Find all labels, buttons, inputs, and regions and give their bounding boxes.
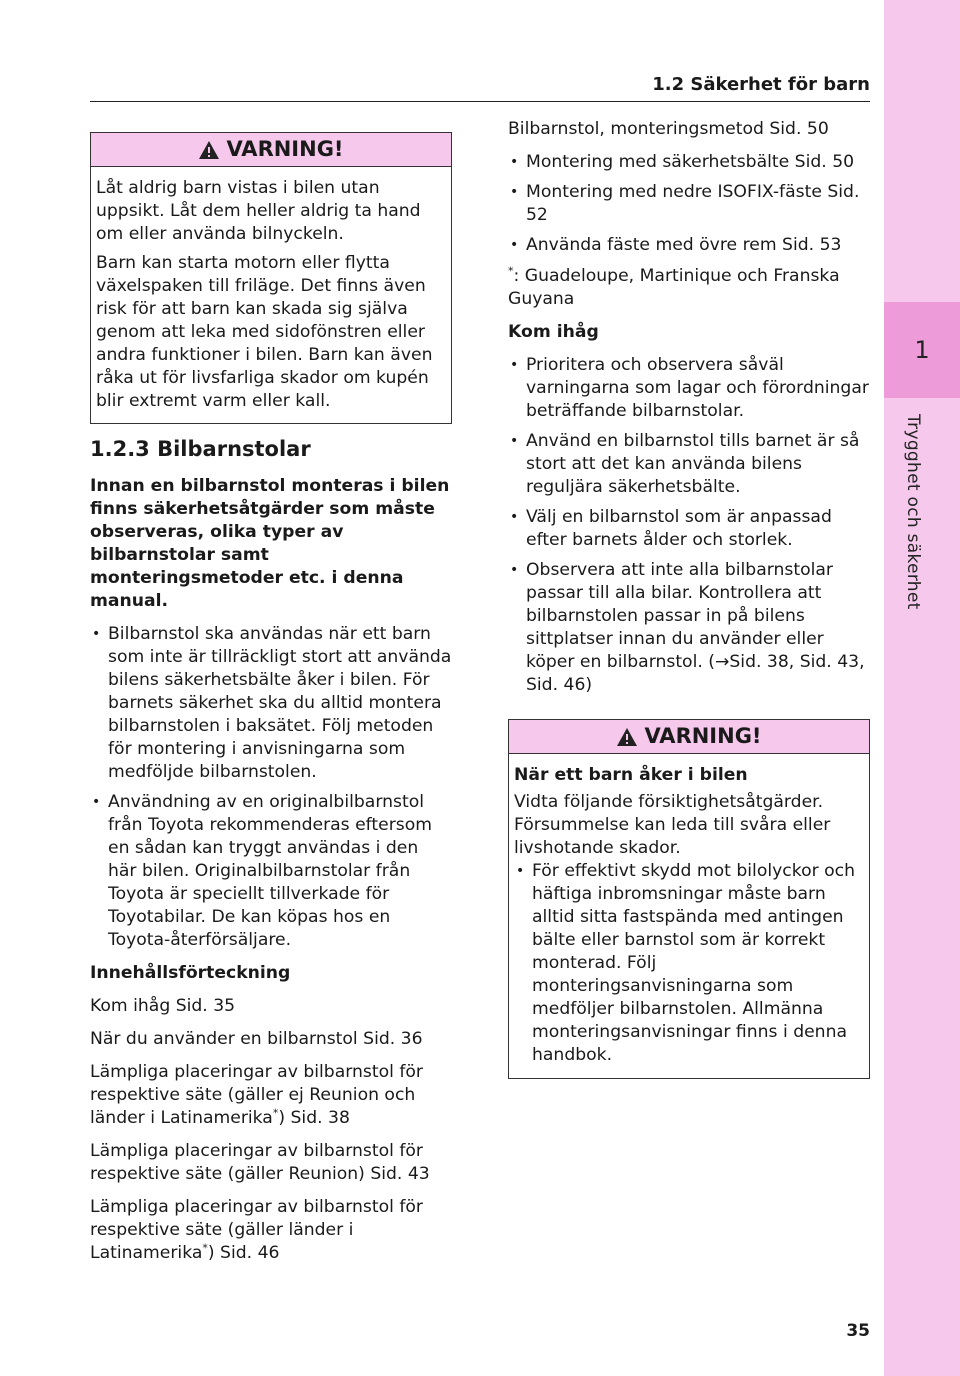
bullet-list (90, 623, 452, 952)
toc-item[interactable]: Kom ihåg Sid. 35 (90, 996, 236, 1016)
list-item: • Använd en bilbarnstol tills barnet är så stort att det kan använda bilens reguljära säkerhetsbälte. (508, 430, 870, 499)
warning-header (91, 133, 451, 167)
toc-subitem[interactable]: • Montering med säkerhetsbälte Sid. 50 (508, 151, 870, 174)
toc-subitem[interactable]: • Montering med nedre ISOFIX-fäste Sid. 52 (508, 181, 870, 227)
remember-list (508, 354, 870, 697)
toc-sublist (508, 151, 870, 257)
toc-subitem[interactable]: • Använda fäste med övre rem Sid. 53 (508, 234, 870, 257)
toc-text: Lämpliga placeringar av bilbarnstol för respektive säte (gäller länder i Latinamerika (90, 1197, 423, 1263)
page-number: 35 (846, 1321, 870, 1341)
chapter-label: Trygghet och säkerhet (903, 414, 923, 610)
warning-paragraph: Barn kan starta motorn eller flytta växelspaken till friläge. Det finns även risk för att barn kan skada sig själva genom att leka med sidofönstren eller andra funktioner i bilen. Barn kan även råka ut för livsfarliga skador om kupén blir extremt varm eller kall. (96, 253, 433, 411)
section-heading: 1.2.3 Bilbarnstolar (90, 437, 311, 461)
side-tab (884, 0, 960, 1376)
footnote-text: : Guadeloupe, Martinique och Franska Guyana (508, 266, 840, 309)
toc-text: ) Sid. 38 (278, 1108, 350, 1128)
warning-body (91, 167, 451, 423)
warning-header (509, 720, 869, 754)
toc-item[interactable]: Bilbarnstol, monteringsmetod Sid. 50 (508, 119, 829, 139)
list-item: • Välj en bilbarnstol som är anpassad efter barnets ålder och storlek. (508, 506, 870, 552)
warning-box (508, 719, 870, 1079)
chapter-number (884, 302, 960, 398)
section-header: 1.2 Säkerhet för barn (652, 74, 870, 95)
remember-heading: Kom ihåg (508, 322, 599, 342)
header-rule (90, 101, 870, 102)
warning-icon (616, 727, 638, 747)
toc-item[interactable]: Lämpliga placeringar av bilbarnstol för respektive säte (gäller Reunion) Sid. 43 (90, 1141, 430, 1184)
chapter-number-text: 1 (914, 336, 930, 364)
toc-text: ) Sid. 46 (207, 1243, 280, 1263)
footnote-mark: * (272, 1106, 279, 1120)
warning-paragraph: Vidta följande försiktighetsåtgärder. Försummelse kan leda till svåra eller livshotande skador. (514, 792, 831, 858)
toc-item[interactable] (90, 1061, 452, 1130)
intro-text: Innan en bilbarnstol monteras i bilen finns säkerhetsåtgärder som måste observeras, olika typer av bilbarnstolar samt monteringsmetoder etc. i denna manual. (90, 476, 450, 611)
toc-text: Lämpliga placeringar av bilbarnstol för respektive säte (gäller ej Reunion och länder i Latinamerika (90, 1062, 423, 1128)
right-column (508, 118, 870, 1093)
toc-item[interactable] (90, 1196, 452, 1265)
list-item: • Användning av en originalbilbarnstol från Toyota rekommenderas eftersom en sådan kan tryggt användas i den här bilen. Originalbilbarnstolar från Toyota är speciellt tillverkade för Toyotabilar. De kan köpas hos en Toyota-återförsäljare. (90, 791, 452, 952)
warning-label: VARNING! (644, 724, 762, 748)
toc-heading: Innehållsförteckning (90, 963, 291, 983)
warning-label: VARNING! (226, 137, 344, 161)
list-item: • Observera att inte alla bilbarnstolar passar till alla bilar. Kontrollera att bilbarnstolen passar in på bilens sittplatser innan du använder eller köper en bilbarnstol. (→Sid. 38, Sid. 43, Sid. 46) (508, 559, 870, 697)
warning-icon (198, 140, 220, 160)
footnote-mark: * (202, 1241, 208, 1255)
list-item: • Bilbarnstol ska användas när ett barn som inte är tillräckligt stort att använda bilens säkerhetsbälte åker i bilen. För barnets säkerhet ska du alltid montera bilbarnstolen i baksätet. Följ metoden för montering i anvisningarna som medföljde bilbarnstolen. (90, 623, 452, 784)
warning-subheading: När ett barn åker i bilen (514, 765, 748, 785)
footnote (508, 265, 870, 311)
warning-paragraph: Låt aldrig barn vistas i bilen utan uppsikt. Låt dem heller aldrig ta hand om eller använda bilnyckeln. (96, 178, 421, 244)
warning-body (509, 754, 869, 1078)
footnote-mark: * (508, 264, 514, 278)
list-item: • För effektivt skydd mot bilolyckor och häftiga inbromsningar måste barn alltid sitta fastspända med antingen bälte eller barnstol som är korrekt monterad. Följ monteringsanvisningarna som medföljer bilbarnstolen. Allmänna monteringsanvisningar finns i denna handbok. (514, 860, 864, 1067)
left-column (90, 132, 452, 1275)
warning-box (90, 132, 452, 424)
list-item: • Prioritera och observera såväl varningarna som lagar och förordningar beträffande bilbarnstolar. (508, 354, 870, 423)
toc-item[interactable]: När du använder en bilbarnstol Sid. 36 (90, 1029, 423, 1049)
warning-list (514, 860, 864, 1067)
